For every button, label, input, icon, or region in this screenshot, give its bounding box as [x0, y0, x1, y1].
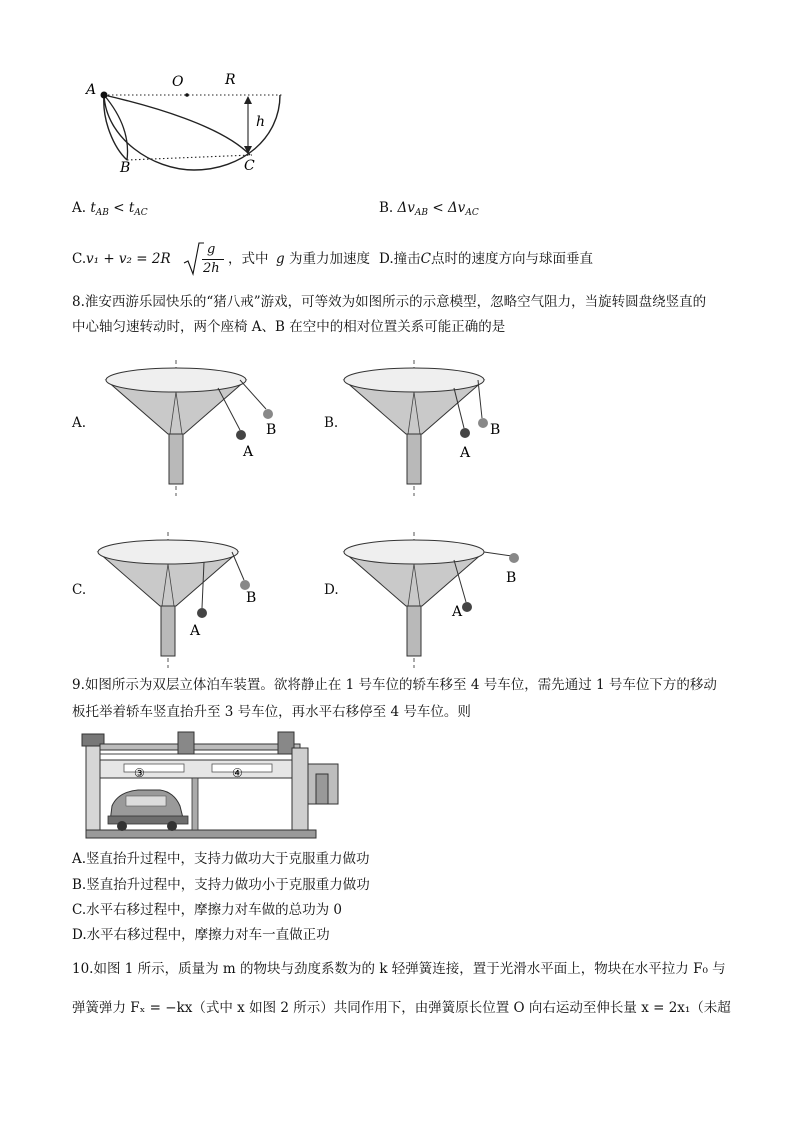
h-arrow-up: [244, 96, 252, 104]
q7-option-a: [72, 199, 148, 222]
q8-line-1: 8.淮安西游乐园快乐的“猪八戒”游戏，可等效为如图所示的示意模型，忽略空气阻力，当旋转圆盘绕竖直的: [72, 294, 707, 310]
slot-3-label: ③: [134, 766, 145, 780]
formula-sub: AB: [95, 208, 109, 218]
label-r: R: [225, 72, 236, 88]
bc-dotted-line: [127, 155, 252, 160]
variable-c: C: [420, 251, 431, 267]
funnel-figure-d: [338, 530, 538, 670]
q7-option-b: [379, 199, 479, 222]
label-a: A: [190, 623, 201, 639]
formula-left: v₁ + v₂ = 2R: [86, 251, 171, 267]
label-b: B: [490, 422, 501, 438]
q8-line-2: 中心轴匀速转动时，两个座椅 A、B 在空中的相对位置关系可能正确的是: [72, 319, 506, 335]
formula-op: <: [428, 200, 448, 216]
q8-option-b-label: B.: [324, 415, 339, 431]
label-c: C: [244, 158, 255, 174]
formula-part: t: [90, 200, 96, 216]
formula-sub: AC: [134, 208, 148, 218]
label-a: A: [243, 444, 254, 460]
label-b: B: [246, 590, 257, 606]
formula-op: <: [108, 200, 129, 216]
label-a: A: [460, 445, 471, 461]
option-prefix: B.: [379, 200, 394, 216]
formula-part: Δv: [447, 200, 466, 216]
label-b: B: [506, 570, 517, 586]
funnel-figure-b: [338, 358, 538, 498]
point-o: [185, 93, 189, 97]
q8-option-c-label: C.: [72, 582, 87, 598]
q8-option-d-label: D.: [324, 582, 339, 598]
q9-option-a: A.竖直抬升过程中，支持力做功大于克服重力做功: [72, 851, 370, 867]
fraction-denominator: 2h: [203, 261, 220, 276]
label-b: B: [120, 160, 131, 176]
label-o: O: [172, 74, 184, 90]
q10-line-1: 10.如图 1 所示，质量为 m 的物块与劲度系数为的 k 轻弹簧连接，置于光滑水平面上，物块在水平拉力 F₀ 与: [72, 961, 726, 977]
option-text: ，式中: [228, 251, 269, 267]
label-b: B: [266, 422, 277, 438]
semicircle-figure: [82, 66, 292, 178]
q8-option-a-label: A.: [72, 415, 87, 431]
option-prefix: C.: [72, 251, 87, 267]
q9-line-2: 板托举着轿车竖直抬升至 3 号车位，再水平右移停至 4 号车位。则: [72, 704, 471, 720]
variable-g: g: [276, 251, 285, 267]
slot-4-label: ④: [232, 766, 243, 780]
option-text: 撞击: [393, 251, 421, 267]
point-a: [101, 92, 108, 99]
q9-line-1: 9.如图所示为双层立体泊车装置。欲将静止在 1 号车位的轿车移至 4 号车位，需先通过 1 号车位下方的移动: [72, 677, 717, 693]
funnel-figure-a: [100, 358, 300, 498]
sqrt-sign: [182, 241, 204, 277]
q10-line-2: 弹簧弹力 Fₓ = −kx（式中 x 如图 2 所示）共同作用下，由弹簧原长位置 O 向右运动至伸长量 x = 2x₁（未超: [72, 1000, 731, 1016]
funnel-figure-c: [92, 530, 292, 670]
option-text: 点时的速度方向与球面垂直: [430, 251, 593, 267]
q7-option-d: [379, 250, 593, 268]
q9-option-b: B.竖直抬升过程中，支持力做功小于克服重力做功: [72, 877, 370, 893]
formula-sub: AC: [465, 208, 479, 218]
formula-sub: AB: [414, 208, 429, 218]
formula-part: t: [128, 200, 135, 216]
label-a: A: [452, 604, 463, 620]
option-prefix: D.: [379, 251, 394, 267]
path-ac: [104, 95, 250, 155]
q9-option-d: D.水平右移过程中，摩擦力对车一直做正功: [72, 927, 330, 943]
parking-figure: [80, 730, 342, 842]
option-prefix: A.: [72, 200, 87, 216]
label-h: h: [256, 114, 266, 130]
fraction-numerator: g: [207, 242, 216, 257]
option-text: 为重力加速度: [289, 251, 370, 267]
formula-part: Δv: [397, 200, 415, 216]
label-a: A: [86, 82, 97, 98]
q9-option-c: C.水平右移过程中，摩擦力对车做的总功为 0: [72, 902, 343, 918]
